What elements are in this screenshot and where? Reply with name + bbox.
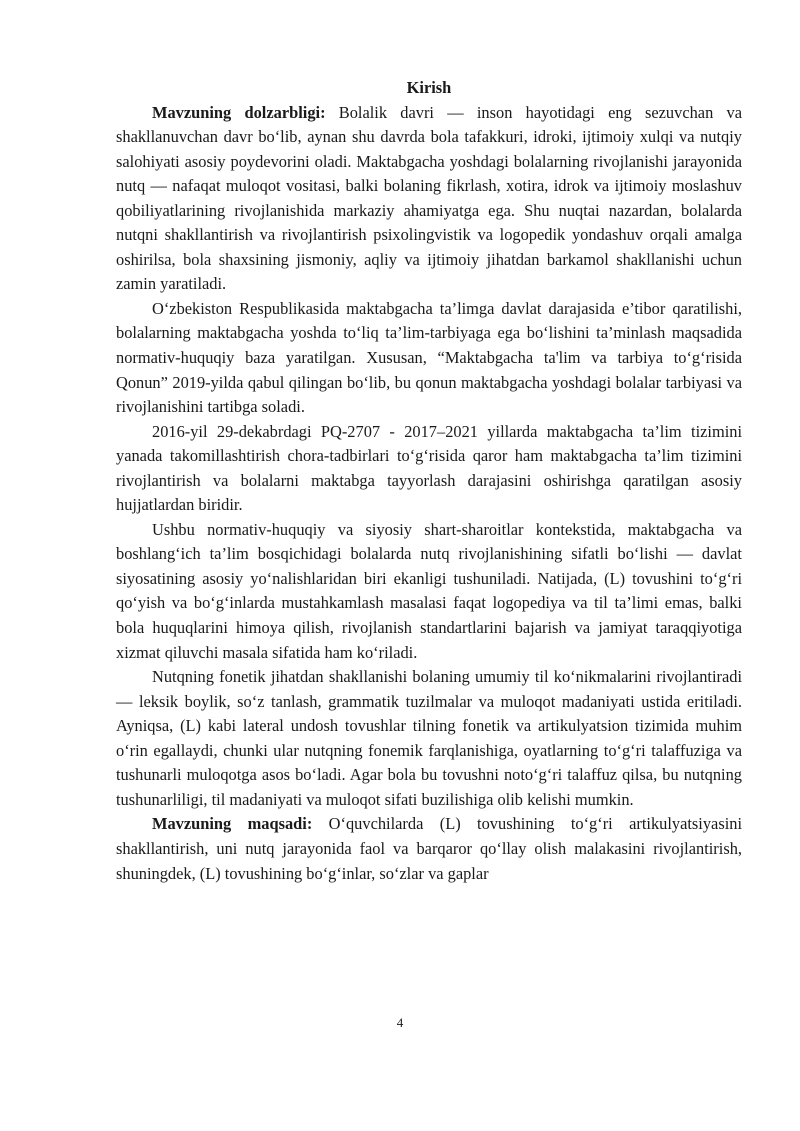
paragraph-text: Ushbu normativ-huquqiy va siyosiy shart-sharoitlar kontekstida, maktabgacha va boshlang‘ich ta’lim bosqichidagi bolalarda nutq rivojlanishining sifatli bo‘lishi — davlat siyosatining asosiy yo‘nalishlaridan biri ekanligi tushuniladi. Natijada, (L) tovushini to‘g‘ri qo‘yish va bo‘g‘inlarda mustahkamlash masalasi faqat logopediya va til ta’limi emas, balki bola huquqlarini himoya qilish, rivojlanish standartlarini bajarish va jamiyat taraqqiyotiga xizmat qiluvchi masala sifatida ham ko‘riladi. (116, 519, 742, 662)
paragraph-text: 2016-yil 29-dekabrdagi PQ-2707 - 2017–2021 yillarda maktabgacha ta’lim tizimini yanada takomillashtirish chora-tadbirlari to‘g‘risida qaror ham maktabgacha ta’lim tizimini rivojlantirish va bolalarni maktabga tayyorlash darajasini oshirishga qaratilgan asosiy hujjatlardan biridir. (116, 421, 742, 515)
paragraph-text: Bolalik davri — inson hayotidagi eng sezuvchan va shakllanuvchan davr bo‘lib, aynan shu davrda bola tafakkuri, idroki, ijtimoiy xulqi va nutqiy salohiyati asosiy poydevorini oladi. Maktabgacha yoshdagi bolalarning rivojlanishi jarayonida nutq — nafaqat muloqot vositasi, balki bolaning fikrlash, xotira, idrok va ijtimoiy moslashuv qobiliyatlarining rivojlanishida markaziy ahamiyatga ega. Shu nuqtai nazardan, bolalarda nutqni shakllantirish va rivojlantirish psixolingvistik va logopedik yondashuv orqali amalga oshirilsa, bola shaxsining jismoniy, aqliy va ijtimoiy jihatdan barkamol shakllanishi uchun zamin yaratiladi. (116, 102, 742, 294)
paragraph-decree (116, 420, 742, 518)
paragraph-text: Nutqning fonetik jihatdan shakllanishi bolaning umumiy til ko‘nikmalarini rivojlantiradi — leksik boylik, so‘z tanlash, grammatik tuzilmalar va muloqot madaniyati ustida eritiladi. Ayniqsa, (L) kabi lateral undosh tovushlar tilning fonetik va artikulyatsion tizimida muhim o‘rin egallaydi, chunki ular nutqning fonemik farqlanishiga, oyatlarning to‘g‘ri talaffuziga va tushunarli muloqotga asos bo‘ladi. Agar bola bu tovushni noto‘g‘ri talaffuz qilsa, bu nutqning tushunarliligi, til madaniyati va muloqot sifati buzilishiga olib kelishi mumkin. (116, 667, 742, 809)
paragraph-text: O‘zbekiston Respublikasida maktabgacha ta’limga davlat darajasida e’tibor qaratilishi, bolalarning maktabgacha yoshda to‘liq ta’lim-tarbiyaga ega bo‘lishini ta’minlash maqsadida normativ-huquqiy baza yaratilgan. Xususan, “Maktabgacha ta'lim va tarbiya to‘g‘risida Qonun” 2019-yilda qabul qilingan bo‘lib, bu qonun maktabgacha yoshdagi bolalar tarbiyasi va rivojlanishini tartibga soladi. (116, 298, 742, 417)
paragraph-lead: Mavzuning maqsadi: (152, 814, 313, 834)
paragraph-policy-context (116, 518, 742, 665)
paragraph-legal-base (116, 297, 742, 420)
paragraph-goal (116, 812, 742, 886)
paragraph-relevance (116, 101, 742, 297)
section-title: Kirish (406, 78, 452, 97)
paragraph-phonetics (116, 665, 742, 812)
page-number: 4 (396, 1015, 404, 1030)
paragraph-lead: Mavzuning dolzarbligi: (152, 102, 326, 122)
page-content (116, 76, 742, 886)
paragraph-text: O‘quvchilarda (L) tovushining to‘g‘ri artikulyatsiyasini shakllantirish, uni nutq jarayonida faol va barqaror qo‘llay olish malakasini rivojlantirish, shuningdek, (L) tovushining bo‘g‘inlar, so‘zlar va gaplar (116, 814, 742, 883)
